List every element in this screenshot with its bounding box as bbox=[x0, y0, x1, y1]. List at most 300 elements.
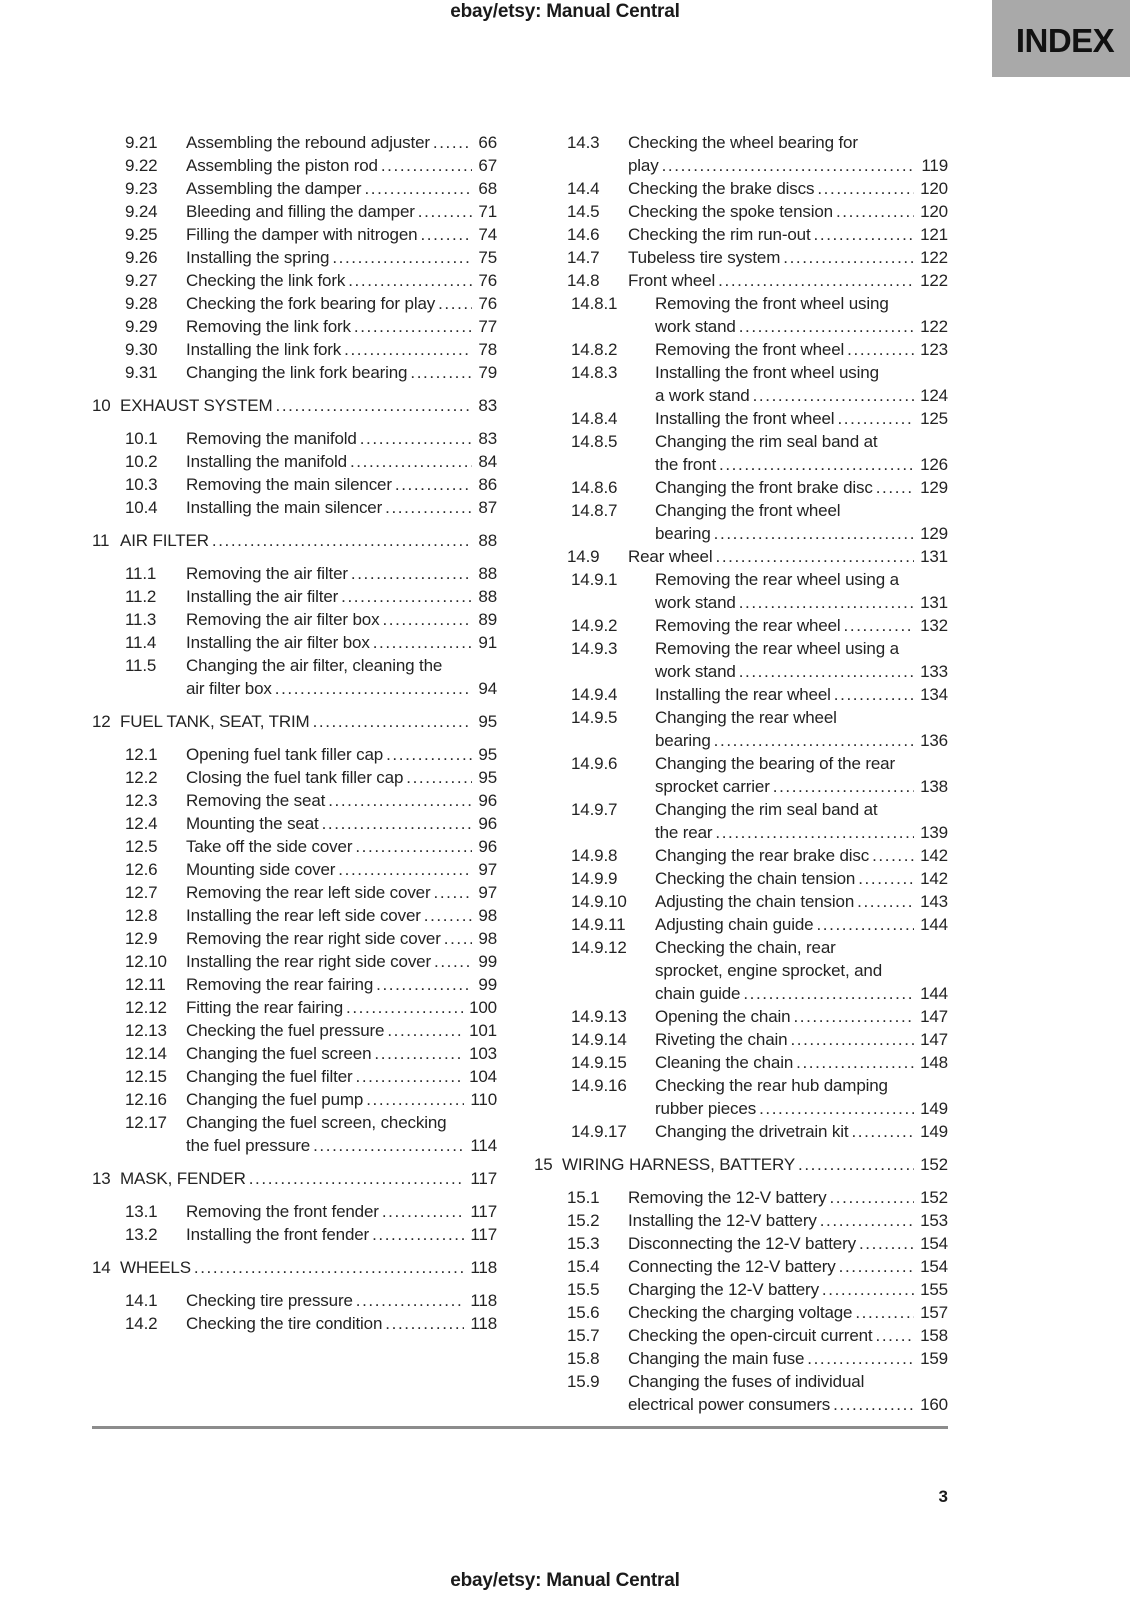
entry-last-line bbox=[628, 1347, 948, 1370]
dot-leader bbox=[719, 453, 914, 476]
toc-entry bbox=[571, 637, 948, 683]
entry-page-number: 138 bbox=[920, 777, 948, 796]
entry-body bbox=[655, 1028, 948, 1051]
entry-body bbox=[186, 631, 497, 654]
entry-last-line bbox=[186, 496, 497, 519]
header-title: ebay/etsy: Manual Central bbox=[450, 1, 680, 22]
toc-entry bbox=[125, 654, 497, 700]
entry-body bbox=[655, 706, 948, 752]
entry-page-number: 88 bbox=[478, 564, 497, 583]
toc-entry bbox=[571, 614, 948, 637]
entry-number: 15.8 bbox=[567, 1349, 600, 1368]
entry-last-line bbox=[655, 844, 948, 867]
toc-entry bbox=[571, 867, 948, 890]
entry-page-number: 118 bbox=[470, 1291, 497, 1310]
entry-title: Installing the manifold bbox=[186, 452, 347, 471]
entry-last-line bbox=[628, 154, 948, 177]
dot-leader bbox=[807, 1347, 914, 1370]
entry-last-line bbox=[655, 1120, 948, 1143]
toc-entry bbox=[571, 1051, 948, 1074]
entry-body bbox=[186, 1065, 497, 1088]
toc-entry bbox=[125, 361, 497, 384]
entry-title: Removing the air filter bbox=[186, 564, 348, 583]
entry-page-number: 144 bbox=[920, 984, 948, 1003]
entry-body bbox=[186, 200, 497, 223]
entry-title: Removing the front fender bbox=[186, 1202, 379, 1221]
entry-body bbox=[628, 1370, 948, 1416]
entry-number: 14.9.8 bbox=[571, 846, 618, 865]
entry-last-line bbox=[186, 789, 497, 812]
dot-leader bbox=[372, 1223, 464, 1246]
toc-entry bbox=[571, 683, 948, 706]
toc-entry bbox=[125, 585, 497, 608]
dot-leader bbox=[837, 407, 914, 430]
entry-last-line bbox=[186, 1134, 497, 1157]
entry-title: Installing the rear right side cover bbox=[186, 952, 432, 971]
entry-title: Checking the brake discs bbox=[628, 179, 815, 198]
entry-body bbox=[186, 1042, 497, 1065]
toc-entry bbox=[567, 1301, 948, 1324]
entry-body bbox=[186, 973, 497, 996]
entry-body bbox=[186, 585, 497, 608]
dot-leader bbox=[366, 1088, 464, 1111]
entry-number: 14.2 bbox=[125, 1314, 158, 1333]
entry-last-line bbox=[628, 1393, 948, 1416]
entry-number: 13.1 bbox=[125, 1202, 158, 1221]
entry-last-line bbox=[655, 1097, 948, 1120]
entry-body bbox=[655, 361, 948, 407]
entry-body bbox=[186, 654, 497, 700]
dot-leader bbox=[876, 1324, 915, 1347]
entry-body bbox=[186, 904, 497, 927]
toc-entry bbox=[571, 568, 948, 614]
entry-title: play bbox=[628, 156, 659, 175]
entry-title: rubber pieces bbox=[655, 1099, 757, 1118]
entry-title-line: Changing the bearing of the rear bbox=[655, 754, 895, 773]
entry-page-number: 71 bbox=[478, 202, 497, 221]
entry-last-line bbox=[186, 338, 497, 361]
dot-leader bbox=[796, 1051, 914, 1074]
entry-title: Assembling the piston rod bbox=[186, 156, 378, 175]
entry-body bbox=[628, 1301, 948, 1324]
dot-leader bbox=[739, 315, 914, 338]
entry-last-line bbox=[655, 614, 948, 637]
entry-page-number: 152 bbox=[920, 1188, 948, 1207]
entry-title: Assembling the damper bbox=[186, 179, 362, 198]
entry-last-line bbox=[628, 545, 948, 568]
entry-title: WHEELS bbox=[120, 1258, 191, 1277]
dot-leader bbox=[395, 473, 473, 496]
entry-body bbox=[186, 766, 497, 789]
entry-last-line bbox=[655, 476, 948, 499]
toc-entry bbox=[125, 1289, 497, 1312]
dot-leader bbox=[714, 729, 914, 752]
toc-entry bbox=[125, 427, 497, 450]
dot-leader bbox=[338, 858, 472, 881]
entry-page-number: 86 bbox=[478, 475, 497, 494]
entry-number: 12.9 bbox=[125, 929, 158, 948]
dot-leader bbox=[834, 683, 914, 706]
entry-page-number: 79 bbox=[478, 363, 497, 382]
entry-number: 14.9.5 bbox=[571, 708, 618, 727]
entry-body bbox=[186, 246, 497, 269]
entry-title: Rear wheel bbox=[628, 547, 713, 566]
toc-entry bbox=[125, 338, 497, 361]
entry-number: 12.2 bbox=[125, 768, 158, 787]
entry-page-number: 129 bbox=[920, 524, 948, 543]
entry-number: 11.3 bbox=[125, 610, 157, 629]
dot-leader bbox=[351, 562, 472, 585]
toc-entry bbox=[567, 131, 948, 177]
entry-title: Removing the air filter box bbox=[186, 610, 380, 629]
entry-last-line bbox=[628, 246, 948, 269]
entry-last-line bbox=[186, 315, 497, 338]
entry-number: 14.9.14 bbox=[571, 1030, 627, 1049]
entry-last-line bbox=[186, 608, 497, 631]
toc-entry bbox=[125, 223, 497, 246]
entry-title: Checking the link fork bbox=[186, 271, 346, 290]
dot-leader bbox=[344, 338, 472, 361]
entry-number: 14.8.6 bbox=[571, 478, 618, 497]
toc-entry bbox=[125, 562, 497, 585]
entry-page-number: 142 bbox=[920, 846, 948, 865]
entry-body bbox=[655, 752, 948, 798]
entry-last-line bbox=[655, 1005, 948, 1028]
entry-body bbox=[655, 913, 948, 936]
dot-leader bbox=[718, 269, 914, 292]
entry-title: a work stand bbox=[655, 386, 750, 405]
entry-title: Riveting the chain bbox=[655, 1030, 788, 1049]
dot-leader bbox=[249, 1167, 465, 1190]
entry-page-number: 101 bbox=[469, 1021, 497, 1040]
entry-last-line bbox=[186, 1042, 497, 1065]
entry-body bbox=[186, 835, 497, 858]
entry-title: Installing the spring bbox=[186, 248, 330, 267]
entry-title: FUEL TANK, SEAT, TRIM bbox=[120, 712, 310, 731]
toc-entry bbox=[125, 789, 497, 812]
entry-page-number: 132 bbox=[920, 616, 948, 635]
entry-last-line bbox=[186, 269, 497, 292]
entry-last-line bbox=[186, 427, 497, 450]
dot-leader bbox=[851, 1120, 914, 1143]
entry-title: Checking the spoke tension bbox=[628, 202, 833, 221]
entry-title: Installing the rear wheel bbox=[655, 685, 831, 704]
entry-body bbox=[186, 789, 497, 812]
entry-page-number: 131 bbox=[920, 547, 948, 566]
entry-last-line bbox=[186, 154, 497, 177]
toc-entry bbox=[125, 154, 497, 177]
entry-number: 11.1 bbox=[125, 564, 157, 583]
entry-number: 10.1 bbox=[125, 429, 158, 448]
entry-page-number: 110 bbox=[470, 1090, 497, 1109]
entry-page-number: 66 bbox=[478, 133, 497, 152]
toc-entry bbox=[125, 608, 497, 631]
entry-number: 14.6 bbox=[567, 225, 600, 244]
entry-body bbox=[120, 1167, 497, 1190]
entry-page-number: 155 bbox=[920, 1280, 948, 1299]
entry-title: work stand bbox=[655, 593, 736, 612]
dot-leader bbox=[783, 246, 914, 269]
entry-title: Opening fuel tank filler cap bbox=[186, 745, 384, 764]
entry-page-number: 94 bbox=[478, 679, 497, 698]
entry-page-number: 78 bbox=[478, 340, 497, 359]
entry-title: Installing the front fender bbox=[186, 1225, 370, 1244]
entry-body bbox=[186, 361, 497, 384]
footer-title: ebay/etsy: Manual Central bbox=[450, 1570, 680, 1591]
toc-entry bbox=[125, 1223, 497, 1246]
entry-last-line bbox=[655, 522, 948, 545]
toc-entry bbox=[567, 1278, 948, 1301]
entry-page-number: 99 bbox=[478, 975, 497, 994]
toc-entry bbox=[125, 835, 497, 858]
entry-body bbox=[628, 1324, 948, 1347]
toc-entry bbox=[125, 812, 497, 835]
entry-body bbox=[628, 1209, 948, 1232]
toc-entry bbox=[571, 798, 948, 844]
entry-body bbox=[655, 637, 948, 683]
entry-page-number: 117 bbox=[470, 1169, 497, 1188]
entry-body bbox=[655, 430, 948, 476]
entry-page-number: 96 bbox=[478, 814, 497, 833]
dot-leader bbox=[385, 496, 472, 519]
entry-body bbox=[186, 950, 497, 973]
entry-body bbox=[120, 394, 497, 417]
entry-number: 12.5 bbox=[125, 837, 158, 856]
entry-body bbox=[186, 473, 497, 496]
dot-leader bbox=[855, 1301, 914, 1324]
dot-leader bbox=[332, 246, 472, 269]
entry-title-line: Changing the fuses of individual bbox=[628, 1372, 865, 1391]
entry-number: 14.9.10 bbox=[571, 892, 627, 911]
entry-last-line bbox=[186, 473, 497, 496]
entry-body bbox=[186, 1019, 497, 1042]
entry-body bbox=[186, 450, 497, 473]
dot-leader bbox=[385, 1312, 464, 1335]
dot-leader bbox=[714, 522, 914, 545]
entry-last-line bbox=[562, 1153, 948, 1176]
entry-title: Take off the side cover bbox=[186, 837, 353, 856]
entry-last-line bbox=[120, 1167, 497, 1190]
entry-last-line bbox=[628, 1324, 948, 1347]
dot-leader bbox=[406, 766, 472, 789]
entry-page-number: 74 bbox=[478, 225, 497, 244]
entry-last-line bbox=[186, 950, 497, 973]
dot-leader bbox=[753, 384, 914, 407]
dot-leader bbox=[410, 361, 472, 384]
entry-number: 14.9.12 bbox=[571, 938, 627, 957]
entry-number: 14.8.2 bbox=[571, 340, 618, 359]
entry-last-line bbox=[655, 660, 948, 683]
entry-last-line bbox=[186, 1088, 497, 1111]
entry-number: 9.27 bbox=[125, 271, 158, 290]
entry-number: 9.23 bbox=[125, 179, 158, 198]
dot-leader bbox=[820, 1209, 914, 1232]
toc-entry bbox=[125, 315, 497, 338]
dot-leader bbox=[822, 1278, 914, 1301]
entry-title-line: Installing the front wheel using bbox=[655, 363, 879, 382]
dot-leader bbox=[322, 812, 473, 835]
entry-body bbox=[186, 496, 497, 519]
dot-leader bbox=[773, 775, 914, 798]
entry-last-line bbox=[186, 927, 497, 950]
entry-title: Removing the rear right side cover bbox=[186, 929, 441, 948]
entry-page-number: 152 bbox=[920, 1155, 948, 1174]
entry-number: 14.5 bbox=[567, 202, 600, 221]
toc-entry bbox=[125, 904, 497, 927]
entry-body bbox=[655, 936, 948, 1005]
entry-page-number: 98 bbox=[478, 929, 497, 948]
entry-title-line: Removing the front wheel using bbox=[655, 294, 889, 313]
entry-title: sprocket carrier bbox=[655, 777, 770, 796]
entry-page-number: 118 bbox=[470, 1258, 497, 1277]
entry-number: 14.9.17 bbox=[571, 1122, 627, 1141]
entry-page-number: 131 bbox=[920, 593, 948, 612]
toc-entry bbox=[571, 476, 948, 499]
entry-number: 15.1 bbox=[567, 1188, 600, 1207]
toc-entry bbox=[125, 1111, 497, 1157]
entry-page-number: 123 bbox=[920, 340, 948, 359]
entry-number: 12 bbox=[92, 712, 111, 731]
dot-leader bbox=[857, 890, 914, 913]
entry-title: Filling the damper with nitrogen bbox=[186, 225, 418, 244]
dot-leader bbox=[194, 1256, 464, 1279]
entry-page-number: 88 bbox=[478, 531, 497, 550]
entry-number: 15.4 bbox=[567, 1257, 600, 1276]
entry-title: Connecting the 12-V battery bbox=[628, 1257, 836, 1276]
entry-last-line bbox=[186, 1200, 497, 1223]
entry-last-line bbox=[186, 246, 497, 269]
entry-title-line: Changing the rim seal band at bbox=[655, 432, 878, 451]
entry-title: EXHAUST SYSTEM bbox=[120, 396, 273, 415]
entry-body bbox=[655, 1005, 948, 1028]
entry-last-line bbox=[186, 1223, 497, 1246]
entry-number: 9.21 bbox=[125, 133, 158, 152]
entry-page-number: 120 bbox=[920, 202, 948, 221]
entry-title: WIRING HARNESS, BATTERY bbox=[562, 1155, 796, 1174]
dot-leader bbox=[817, 177, 914, 200]
dot-leader bbox=[739, 591, 914, 614]
toc-entry bbox=[92, 394, 497, 417]
entry-page-number: 88 bbox=[478, 587, 497, 606]
toc-entry bbox=[571, 499, 948, 545]
toc-entry bbox=[567, 200, 948, 223]
entry-number: 12.3 bbox=[125, 791, 158, 810]
entry-last-line bbox=[186, 562, 497, 585]
entry-number: 15.7 bbox=[567, 1326, 600, 1345]
entry-page-number: 124 bbox=[920, 386, 948, 405]
toc-entry bbox=[571, 1005, 948, 1028]
dot-leader bbox=[438, 292, 472, 315]
entry-body bbox=[186, 223, 497, 246]
entry-page-number: 83 bbox=[478, 429, 497, 448]
entry-number: 12.6 bbox=[125, 860, 158, 879]
entry-number: 9.22 bbox=[125, 156, 158, 175]
entry-page-number: 158 bbox=[920, 1326, 948, 1345]
entry-last-line bbox=[186, 131, 497, 154]
entry-page-number: 83 bbox=[478, 396, 497, 415]
entry-title: Opening the chain bbox=[655, 1007, 791, 1026]
entry-number: 14.9 bbox=[567, 547, 600, 566]
dot-leader bbox=[356, 1065, 464, 1088]
entry-last-line bbox=[655, 982, 948, 1005]
entry-page-number: 119 bbox=[921, 156, 948, 175]
entry-body bbox=[186, 1312, 497, 1335]
entry-body bbox=[186, 1200, 497, 1223]
entry-body bbox=[186, 927, 497, 950]
entry-page-number: 100 bbox=[469, 998, 497, 1017]
sheet-page-number: 3 bbox=[938, 1487, 948, 1506]
entry-number: 14.9.15 bbox=[571, 1053, 627, 1072]
toc-entry bbox=[571, 913, 948, 936]
toc-entry bbox=[92, 529, 497, 552]
entry-title-line: sprocket, engine sprocket, and bbox=[655, 961, 883, 980]
dot-leader bbox=[348, 269, 472, 292]
entry-number: 12.1 bbox=[125, 745, 158, 764]
entry-last-line bbox=[628, 1232, 948, 1255]
entry-number: 12.12 bbox=[125, 998, 167, 1017]
entry-body bbox=[628, 1278, 948, 1301]
entry-title-line: Checking the rear hub damping bbox=[655, 1076, 888, 1095]
entry-number: 15.3 bbox=[567, 1234, 600, 1253]
entry-last-line bbox=[655, 729, 948, 752]
entry-body bbox=[655, 683, 948, 706]
entry-number: 12.7 bbox=[125, 883, 158, 902]
toc-entry bbox=[571, 1074, 948, 1120]
entry-page-number: 122 bbox=[920, 248, 948, 267]
dot-leader bbox=[790, 1028, 914, 1051]
toc-entry bbox=[125, 292, 497, 315]
entry-page-number: 133 bbox=[920, 662, 948, 681]
toc-entry bbox=[571, 1120, 948, 1143]
dot-leader bbox=[814, 223, 915, 246]
entry-number: 15.9 bbox=[567, 1372, 600, 1391]
entry-last-line bbox=[186, 631, 497, 654]
entry-last-line bbox=[655, 775, 948, 798]
entry-number: 14.9.1 bbox=[571, 570, 618, 589]
toc-entry bbox=[125, 1019, 497, 1042]
entry-last-line bbox=[655, 453, 948, 476]
entry-last-line bbox=[186, 585, 497, 608]
entry-last-line bbox=[628, 269, 948, 292]
dot-leader bbox=[381, 154, 473, 177]
entry-body bbox=[186, 1289, 497, 1312]
toc-entry bbox=[571, 292, 948, 338]
dot-leader bbox=[376, 973, 472, 996]
entry-last-line bbox=[186, 881, 497, 904]
entry-body bbox=[655, 1051, 948, 1074]
entry-last-line bbox=[120, 1256, 497, 1279]
entry-body bbox=[186, 812, 497, 835]
entry-last-line bbox=[186, 292, 497, 315]
entry-last-line bbox=[655, 1051, 948, 1074]
entry-body bbox=[655, 844, 948, 867]
entry-number: 9.26 bbox=[125, 248, 158, 267]
toc-entry bbox=[125, 927, 497, 950]
entry-number: 14.9.4 bbox=[571, 685, 618, 704]
entry-title: the fuel pressure bbox=[186, 1136, 311, 1155]
entry-title: Installing the air filter box bbox=[186, 633, 370, 652]
entry-number: 11 bbox=[92, 531, 110, 550]
entry-title: Closing the fuel tank filler cap bbox=[186, 768, 404, 787]
entry-last-line bbox=[186, 223, 497, 246]
toc-entry bbox=[567, 1209, 948, 1232]
entry-number: 12.17 bbox=[125, 1113, 167, 1132]
entry-title: Changing the rear brake disc bbox=[655, 846, 870, 865]
entry-page-number: 96 bbox=[478, 837, 497, 856]
entry-title-line: Checking the chain, rear bbox=[655, 938, 836, 957]
entry-page-number: 97 bbox=[478, 860, 497, 879]
entry-title: work stand bbox=[655, 317, 736, 336]
